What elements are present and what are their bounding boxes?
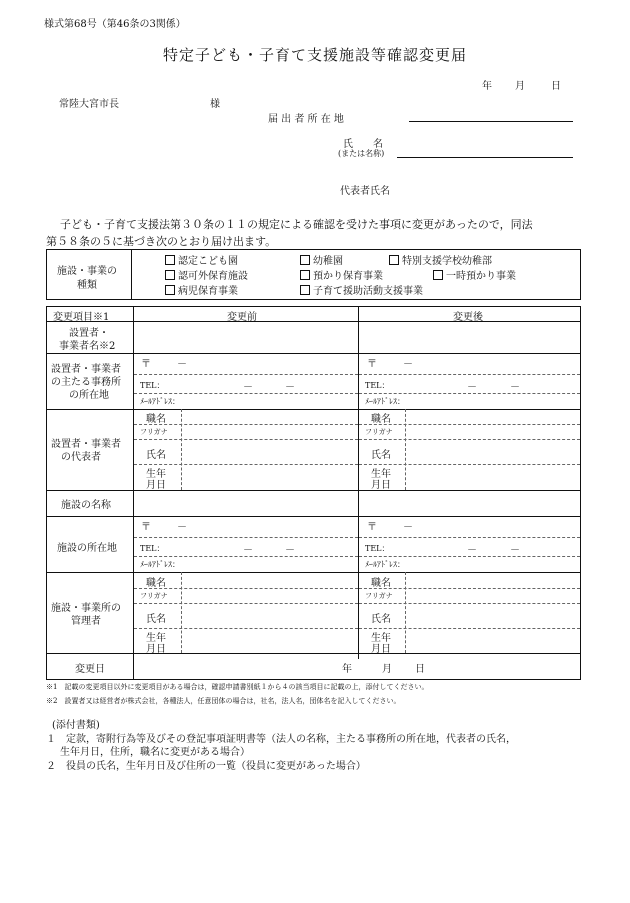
row-mgr-label-2: 管理者 (71, 616, 101, 627)
fac-before-postal-icon: 〒 (141, 522, 151, 533)
row-setter-name-label-2: 事業者名※2 (59, 341, 116, 352)
option-ichiji[interactable] (433, 267, 516, 282)
applicant-name-label: 氏 名 (343, 139, 383, 150)
body-text-1: 子ども・子育て支援法第３０条の１１の規定による確認を受けた事項に変更があったので，同法 (60, 218, 533, 231)
row-office-label-2: の主たる事務所 (51, 377, 121, 388)
checkbox-icon[interactable] (300, 270, 310, 280)
row-mgr-label-1: 施設・事業所の (51, 603, 121, 614)
option-label: 病児保育事業 (178, 286, 238, 297)
mgr-before-job-label: 職名 (146, 578, 166, 589)
rep-before-name-label: 氏名 (146, 450, 166, 461)
option-label: 幼稚園 (313, 256, 343, 267)
fac-after-postal-dash: － (403, 522, 413, 533)
office-before-postal-dash: － (177, 359, 187, 370)
office-after-tel-dash-2: － (510, 382, 520, 393)
change-date-year[interactable]: 年 (342, 664, 352, 675)
checkbox-icon[interactable] (165, 255, 175, 265)
option-kosodate[interactable] (300, 282, 423, 297)
row-change-date-label: 変更日 (75, 664, 105, 675)
mgr-after-birth-label-1: 生年 (371, 633, 391, 644)
office-before-tel-dash-1: － (243, 382, 253, 393)
fac-name-after[interactable] (359, 491, 580, 516)
mgr-before-furigana-label: フリガナ (140, 592, 168, 600)
body-text-2: 第５８条の５に基づき次のとおり届け出ます。 (46, 235, 277, 248)
mgr-after-birth-label-2: 月日 (371, 644, 391, 655)
setter-name-before[interactable] (134, 322, 358, 353)
checkbox-icon[interactable] (433, 270, 443, 280)
mgr-after-job-label: 職名 (371, 578, 391, 589)
checkbox-icon[interactable] (165, 270, 175, 280)
option-label: 認定こども園 (178, 256, 238, 267)
row-fac-name-label: 施設の名称 (61, 500, 111, 511)
row-rep-label-1: 設置者・事業者 (51, 439, 121, 450)
form-number: 様式第68号（第46条の3関係） (44, 19, 186, 30)
fac-before-tel-label: TEL： (140, 544, 165, 553)
checkbox-icon[interactable] (389, 255, 399, 265)
attachment-item-1-line-2: 生年月日，住所，職名に変更がある場合） (60, 747, 250, 758)
mgr-after-furigana-label: フリガナ (365, 592, 393, 600)
checkbox-icon[interactable] (165, 285, 175, 295)
note-1: ※1 記載の変更項目以外に変更項目がある場合は，確認申請書別紙１から４の該当項目に記載の上，添付してください。 (46, 683, 429, 691)
facility-type-label-2: 種類 (77, 280, 97, 291)
fac-before-tel-dash-2: － (285, 545, 295, 556)
addressee: 常陸大宮市長 (59, 99, 119, 110)
office-before-tel-label: TEL： (140, 381, 165, 390)
option-tokubetsu[interactable] (389, 252, 492, 267)
option-label: 預かり保育事業 (313, 271, 383, 282)
fac-after-postal-icon: 〒 (367, 522, 377, 533)
rep-before-job-label: 職名 (146, 414, 166, 425)
note-2: ※2 設置者又は経営者が株式会社，各種法人，任意団体の場合は，社名，法人名，団体名を記入してください。 (46, 697, 401, 705)
fac-after-tel-dash-1: － (467, 545, 477, 556)
fac-before-postal-dash: － (177, 522, 187, 533)
option-azukari[interactable] (300, 267, 383, 282)
applicant-name-field[interactable] (397, 157, 573, 158)
applicant-name-sub: (または名称) (338, 149, 385, 158)
office-after-postal-dash: － (403, 359, 413, 370)
row-rep-label-2: の代表者 (61, 452, 101, 463)
office-before-mail-label: ﾒｰﾙｱﾄﾞﾚｽ： (140, 397, 180, 406)
rep-after-furigana-label: フリガナ (365, 428, 393, 436)
date-day-label: 日 (551, 81, 561, 92)
fac-after-tel-dash-2: － (510, 545, 520, 556)
fac-name-before[interactable] (134, 491, 358, 516)
checkbox-icon[interactable] (300, 285, 310, 295)
row-office-label-1: 設置者・事業者 (51, 364, 121, 375)
option-ninkagai[interactable] (165, 267, 248, 282)
fac-before-tel-dash-1: － (243, 545, 253, 556)
office-after-mail-label: ﾒｰﾙｱﾄﾞﾚｽ： (365, 397, 405, 406)
change-date-day[interactable]: 日 (415, 664, 425, 675)
mgr-before-birth-label-2: 月日 (146, 644, 166, 655)
row-fac-loc-label: 施設の所在地 (57, 543, 117, 554)
rep-before-birth-label-1: 生年 (146, 469, 166, 480)
office-before-postal-icon: 〒 (141, 359, 151, 370)
option-byouji[interactable] (165, 282, 238, 297)
option-label: 子育て援助活動支援事業 (313, 286, 423, 297)
facility-type-box (46, 249, 581, 300)
row-office-label-3: の所在地 (69, 390, 109, 401)
office-after-postal-icon: 〒 (367, 359, 377, 370)
date-year-label: 年 (482, 81, 492, 92)
page-title: 特定子ども・子育て支援施設等確認変更届 (163, 46, 468, 64)
option-kodomoen[interactable] (165, 252, 238, 267)
rep-after-birth-label-1: 生年 (371, 469, 391, 480)
office-after-tel-label: TEL： (365, 381, 390, 390)
attachments-heading: (添付書類) (52, 720, 100, 731)
rep-after-birth-label-2: 月日 (371, 480, 391, 491)
col-item-header: 変更項目※1 (53, 312, 110, 323)
date-month-label: 月 (515, 81, 525, 92)
office-after-tel-dash-1: － (467, 382, 477, 393)
fac-after-tel-label: TEL： (365, 544, 390, 553)
checkbox-icon[interactable] (300, 255, 310, 265)
mgr-after-name-label: 氏名 (371, 614, 391, 625)
rep-before-furigana-label: フリガナ (140, 428, 168, 436)
fac-before-mail-label: ﾒｰﾙｱﾄﾞﾚｽ： (140, 560, 180, 569)
setter-name-after[interactable] (359, 322, 580, 353)
mgr-before-name-label: 氏名 (146, 614, 166, 625)
row-setter-name-label-1: 設置者・ (69, 328, 109, 339)
option-youchien[interactable] (300, 252, 343, 267)
option-label: 認可外保育施設 (178, 271, 248, 282)
option-label: 一時預かり事業 (446, 271, 516, 282)
facility-type-label-cell (47, 250, 132, 299)
addressee-honorific: 様 (210, 99, 220, 110)
office-before-tel-dash-2: － (285, 382, 295, 393)
change-table (46, 306, 581, 680)
col-after-header: 変更後 (453, 312, 483, 323)
rep-before-birth-label-2: 月日 (146, 480, 166, 491)
attachment-item-2: ２ 役員の氏名，生年月日及び住所の一覧（役員に変更があった場合） (46, 761, 366, 772)
representative-label: 代表者氏名 (340, 186, 390, 197)
rep-after-job-label: 職名 (371, 414, 391, 425)
facility-type-label-1: 施設・事業の (57, 266, 117, 277)
applicant-address-label: 届 出 者 所 在 地 (268, 114, 344, 125)
fac-after-mail-label: ﾒｰﾙｱﾄﾞﾚｽ： (365, 560, 405, 569)
attachment-item-1-line-1: １ 定款，寄附行為等及びその登記事項証明書等（法人の名称，主たる事務所の所在地，代表者の氏名， (46, 734, 516, 745)
change-date-month[interactable]: 月 (382, 664, 392, 675)
mgr-before-birth-label-1: 生年 (146, 633, 166, 644)
rep-after-name-label: 氏名 (371, 450, 391, 461)
applicant-address-field[interactable] (409, 121, 573, 122)
option-label: 特別支援学校幼稚部 (402, 256, 492, 267)
col-before-header: 変更前 (227, 312, 257, 323)
